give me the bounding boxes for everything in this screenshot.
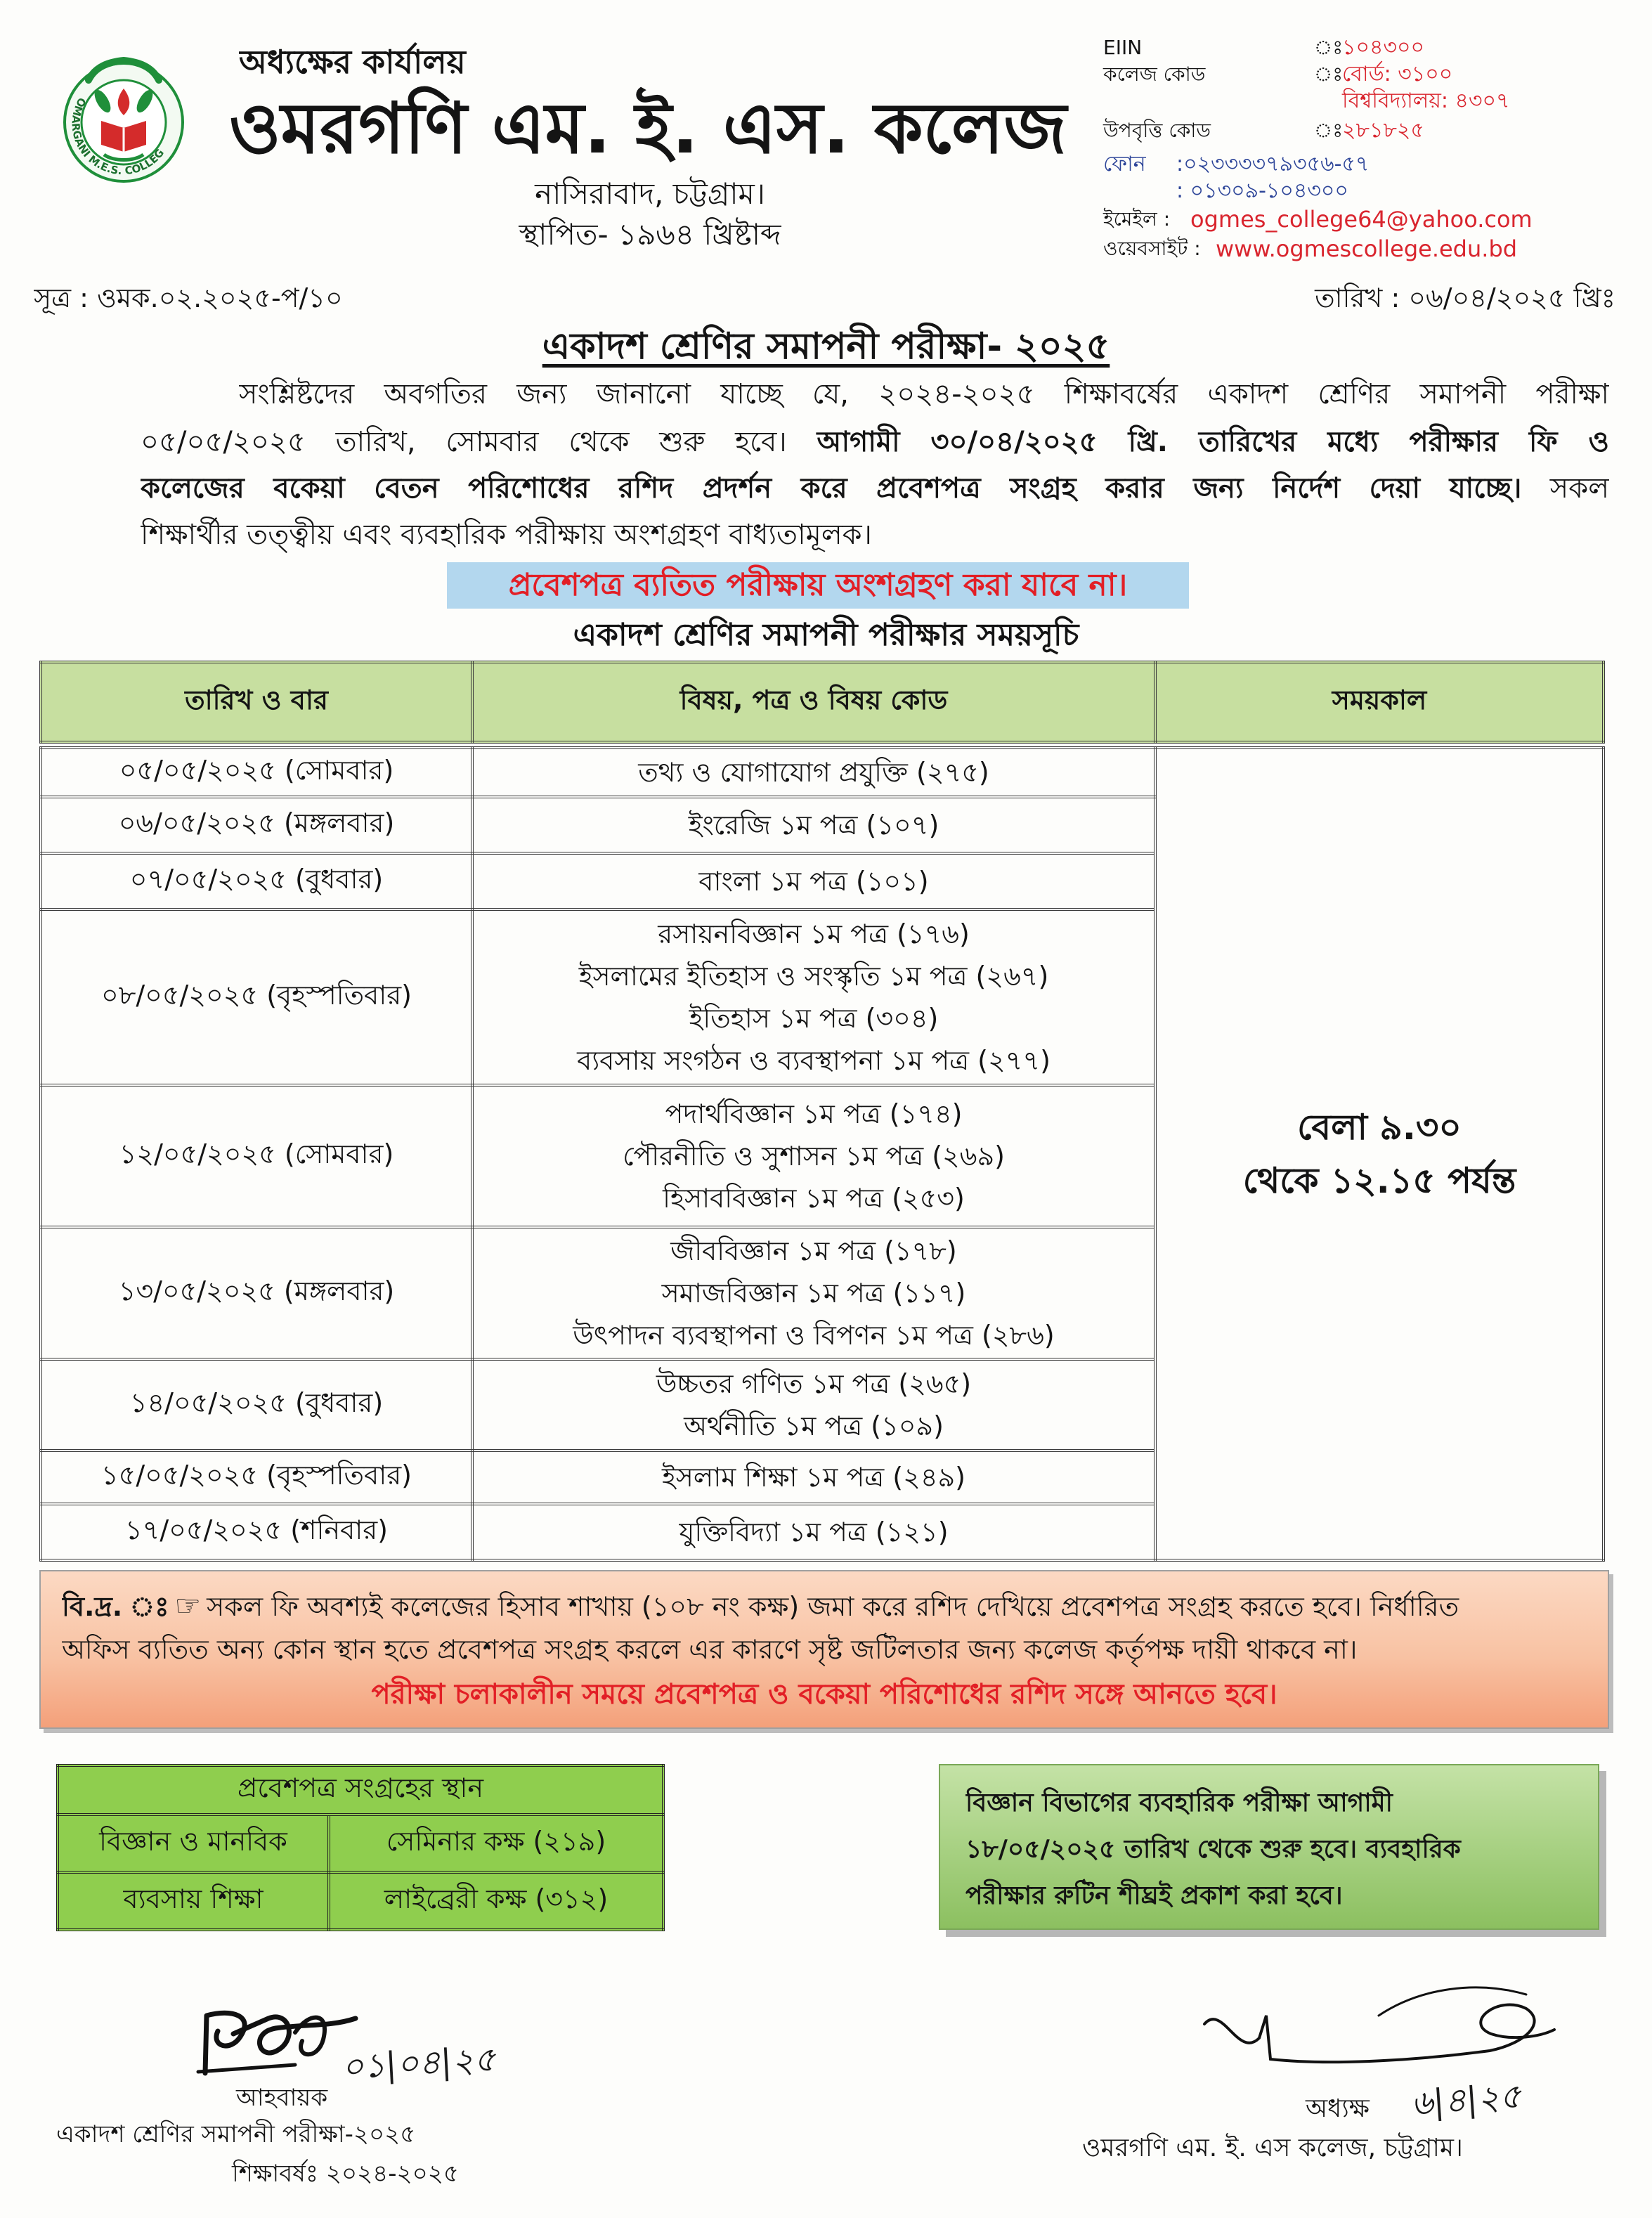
college-code-label: কলেজ কোড [1103, 63, 1206, 86]
notice-line-2 [141, 420, 1609, 464]
college-code-row [1103, 60, 1637, 89]
exam-subjects [472, 1227, 1155, 1359]
email-row [1103, 205, 1637, 233]
subject-line: হিসাববিজ্ঞান ১ম পত্র (২৫৩) [663, 1183, 965, 1214]
college-emblem-svg [60, 52, 187, 193]
note-line-1-text: সকল ফি অবশ্যই কলেজের হিসাব শাখায় (১০৮ নং কক্ষ) জমা করে রশিদ দেখিয়ে প্রবেশপত্র সংগ্রহ করতে হবে। নির্ধারিত [207, 1591, 1459, 1622]
stipend-code-separator: ঃ [1314, 119, 1344, 142]
phone-row [1103, 150, 1637, 179]
subject-line: অর্থনীতি ১ম পত্র (১০৯) [684, 1410, 944, 1441]
website-row [1103, 235, 1637, 263]
schedule-header-row [41, 662, 1604, 742]
exam-subjects [472, 1359, 1155, 1451]
eiin-label: EIIN [1103, 36, 1143, 59]
header-date: তারিখ ও বার [41, 662, 472, 742]
practical-line-1: বিজ্ঞান বিভাগের ব্যবহারিক পরীক্ষা আগামী [965, 1789, 1393, 1817]
email-value: ogmes_college64@yahoo.com [1190, 206, 1533, 233]
exam-date: ১৫/০৫/২০২৫ (বৃহস্পতিবার) [41, 1451, 472, 1504]
subject-line: উচ্চতর গণিত ১ম পত্র (২৬৫) [656, 1368, 972, 1399]
exam-subjects [472, 909, 1155, 1085]
exam-date: ০৬/০৫/২০২৫ (মঙ্গলবার) [41, 797, 472, 853]
exam-date: ০৭/০৫/২০২৫ (বুধবার) [41, 853, 472, 909]
exam-subjects [472, 853, 1155, 909]
subject-line: যুক্তিবিদ্যা ১ম পত্র (১২১) [679, 1517, 949, 1548]
exam-time-start: বেলা ৯.৩০ [1297, 1107, 1462, 1148]
college-emblem-icon [60, 52, 187, 193]
exam-subjects [472, 1504, 1155, 1560]
note-line-3: পরীক্ষা চলাকালীন সময়ে প্রবেশপত্র ও বকেয়া পরিশোধের রশিদ সঙ্গে আনতে হবে। [371, 1678, 1277, 1711]
exam-date: ১৩/০৫/২০২৫ (মঙ্গলবার) [41, 1227, 472, 1359]
subject-line: ইসলাম শিক্ষা ১ম পত্র (২৪৯) [662, 1462, 965, 1493]
admit-card-row [58, 1872, 663, 1930]
subject-line: ইসলামের ইতিহাস ও সংস্কৃতি ১ম পত্র (২৬৭) [578, 961, 1049, 992]
website-label: ওয়েবসাইট : [1103, 237, 1201, 260]
schedule-row [41, 748, 1604, 797]
subject-line: পৌরনীতি ও সুশাসন ১ম পত্র (২৬৯) [623, 1141, 1005, 1172]
phone-label: ফোন [1103, 152, 1146, 176]
notice-title-text: একাদশ শ্রেণির সমাপনী পরীক্ষা- ২০২৫ [542, 325, 1110, 368]
header-time: সময়কাল [1155, 662, 1604, 742]
stipend-code-row [1103, 117, 1637, 145]
admit-card-warning: প্রবেশপত্র ব্যতিত পরীক্ষায় অংশগ্রহণ করা যাবে না। [447, 562, 1189, 609]
phone-row-2 [1103, 177, 1637, 205]
note-label: বি.দ্র. ঃ [62, 1591, 169, 1622]
admit-card-row [58, 1815, 663, 1872]
subject-line: উৎপাদন ব্যবস্থাপনা ও বিপণন ১ম পত্র (২৮৬) [573, 1320, 1055, 1351]
subject-line: ব্যবসায় সংগঠন ও ব্যবস্থাপনা ১ম পত্র (২৭৭) [577, 1045, 1051, 1076]
admit-card-room: সেমিনার কক্ষ (২১৯) [329, 1815, 663, 1872]
eiin-separator: ঃ [1314, 36, 1344, 59]
notice-line-1: সংশ্লিষ্টদের অবগতির জন্য জানানো যাচ্ছে যে, ২০২৪-২০২৫ শিক্ষাবর্ষের একাদশ শ্রেণির সমাপনী পরীক্ষা [239, 378, 1609, 410]
notice-date: তারিখ : ০৬/০৪/২০২৫ খ্রিঃ [1315, 283, 1615, 313]
subject-line: ইংরেজি ১ম পত্র (১০৭) [688, 810, 939, 841]
schedule-header [39, 661, 1605, 744]
exam-date: ১২/০৫/২০২৫ (সোমবার) [41, 1085, 472, 1227]
exam-date: ০৮/০৫/২০২৫ (বৃহস্পতিবার) [41, 909, 472, 1085]
subject-line: বাংলা ১ম পত্র (১০১) [698, 866, 929, 897]
note-line-2: অফিস ব্যতিত অন্য কোন স্থান হতে প্রবেশপত্র সংগ্রহ করলে এর কারণে সৃষ্ট জটিলতার জন্য কলেজ কর্তৃপক্ষ দায়ী থাকবে না। [62, 1634, 1358, 1665]
reference-number: সূত্র : ওমক.০২.২০২৫-প/১০ [34, 283, 343, 313]
notice-line-4: শিক্ষার্থীর তত্ত্বীয় এবং ব্যবহারিক পরীক্ষায় অংশগ্রহণ বাধ্যতামূলক। [141, 519, 872, 551]
admit-card-room: লাইব্রেরী কক্ষ (৩১২) [329, 1872, 663, 1930]
principal-institution: ওমরগণি এম. ই. এস কলেজ, চট্টগ্রাম। [1082, 2134, 1463, 2162]
subject-line: সমাজবিজ্ঞান ১ম পত্র (১১৭) [661, 1278, 966, 1309]
schedule-table [39, 746, 1605, 1562]
pointing-hand-icon [169, 1591, 207, 1622]
exam-time-end: থেকে ১২.১৫ পর্যন্ত [1242, 1160, 1516, 1201]
subject-line: ইতিহাস ১ম পত্র (৩০৪) [689, 1003, 939, 1034]
principal-signature [1195, 1972, 1560, 2084]
university-code: বিশ্ববিদ্যালয়: ৪৩০৭ [1342, 89, 1510, 113]
subject-line: পদার্থবিজ্ঞান ১ম পত্র (১৭৪) [665, 1098, 963, 1129]
notice-line-3 [141, 467, 1609, 510]
logo-text-path: OMARGANI M.E.S. COLLEG [69, 95, 167, 178]
exam-date: ১৭/০৫/২০২৫ (শনিবার) [41, 1504, 472, 1560]
eiin-row [1103, 34, 1637, 62]
exam-subjects [472, 748, 1155, 797]
subject-line: জীববিজ্ঞান ১ম পত্র (১৭৮) [670, 1236, 957, 1266]
admit-card-group: ব্যবসায় শিক্ষা [58, 1872, 329, 1930]
note-line-1 [62, 1585, 1587, 1626]
admit-card-group: বিজ্ঞান ও মানবিক [58, 1815, 329, 1872]
admit-card-location-table [56, 1764, 665, 1931]
notice-line-2-regular: ০৫/০৫/২০২৫ তারিখ, সোমবার থেকে শুরু হবে। [141, 426, 787, 458]
schedule-title: একাদশ শ্রেণির সমাপনী পরীক্ষার সময়সূচি [573, 617, 1079, 653]
principal-signature-svg [1195, 1972, 1560, 2084]
exam-date: ০৫/০৫/২০২৫ (সোমবার) [41, 748, 472, 797]
practical-line-3: পরীক্ষার রুটিন শীঘ্রই প্রকাশ করা হবে। [965, 1881, 1343, 1910]
subject-line: তথ্য ও যোগাযোগ প্রযুক্তি (২৭৫) [638, 757, 989, 788]
exam-subjects [472, 1085, 1155, 1227]
eiin-value: ১০৪৩০০ [1342, 35, 1424, 60]
principal-handwritten-date: ৬|৪|২৫ [1410, 2076, 1523, 2124]
email-label: ইমেইল : [1103, 207, 1171, 231]
principal-title: অধ্যক্ষ [1306, 2094, 1370, 2123]
subject-line: রসায়নবিজ্ঞান ১ম পত্র (১৭৬) [658, 919, 970, 949]
board-code: বোর্ড: ৩১০০ [1342, 62, 1453, 86]
college-address: নাসিরাবাদ, চট্টগ্রাম। [535, 176, 765, 211]
stipend-code-value: ২৮১৮২৫ [1342, 118, 1424, 143]
admit-card-title: প্রবেশপত্র সংগ্রহের স্থান [58, 1765, 663, 1815]
convener-session: শিক্ষাবর্ষঃ ২০২৪-২০২৫ [232, 2160, 459, 2188]
notice-line-2-bold: আগামী ৩০/০৪/২০২৫ খ্রি. তারিখের মধ্যে পরীক্ষার ফি ও [817, 426, 1609, 458]
notice-line-3-bold: কলেজের বকেয়া বেতন পরিশোধের রশিদ প্রদর্শন করে প্রবেশপত্র সংগ্রহ করার জন্য নির্দেশ দেয়া যাচ্ছে। [141, 472, 1522, 505]
exam-subjects [472, 797, 1155, 853]
phone-number-1: :০২৩৩৩৩৭৯৩৫৬-৫৭ [1176, 152, 1370, 176]
university-code-row [1103, 87, 1637, 115]
exam-subjects [472, 1451, 1155, 1504]
notice-title [0, 322, 1652, 371]
college-name: ওমরগণি এম. ই. এস. কলেজ [229, 87, 1067, 169]
practical-line-2: ১৮/০৫/২০২৫ তারিখ থেকে শুরু হবে। ব্যবহারিক [965, 1835, 1461, 1864]
notice-line-3-regular: সকল [1549, 472, 1609, 505]
exam-time-cell [1155, 748, 1604, 1560]
established-year: স্থাপিত- ১৯৬৪ খ্রিষ্টাব্দ [519, 217, 781, 252]
convener-handwritten-date: ০১|০৪|২৫ [340, 2039, 497, 2087]
important-note-box [39, 1570, 1609, 1729]
convener-committee: একাদশ শ্রেণির সমাপনী পরীক্ষা-২০২৫ [56, 2120, 416, 2148]
office-label: অধ্যক্ষের কার্যালয় [239, 43, 466, 81]
header-subject: বিষয়, পত্র ও বিষয় কোড [472, 662, 1155, 742]
practical-exam-notice [939, 1764, 1599, 1930]
college-code-separator: ঃ [1314, 63, 1344, 86]
website-value: www.ogmescollege.edu.bd [1216, 235, 1518, 262]
convener-title: আহবায়ক [236, 2084, 328, 2112]
admit-card-title-row [58, 1765, 663, 1815]
stipend-code-label: উপবৃত্তি কোড [1103, 119, 1211, 142]
phone-number-2: : ০১৩০৯-১০৪৩০০ [1176, 179, 1348, 203]
exam-date: ১৪/০৫/২০২৫ (বুধবার) [41, 1359, 472, 1451]
